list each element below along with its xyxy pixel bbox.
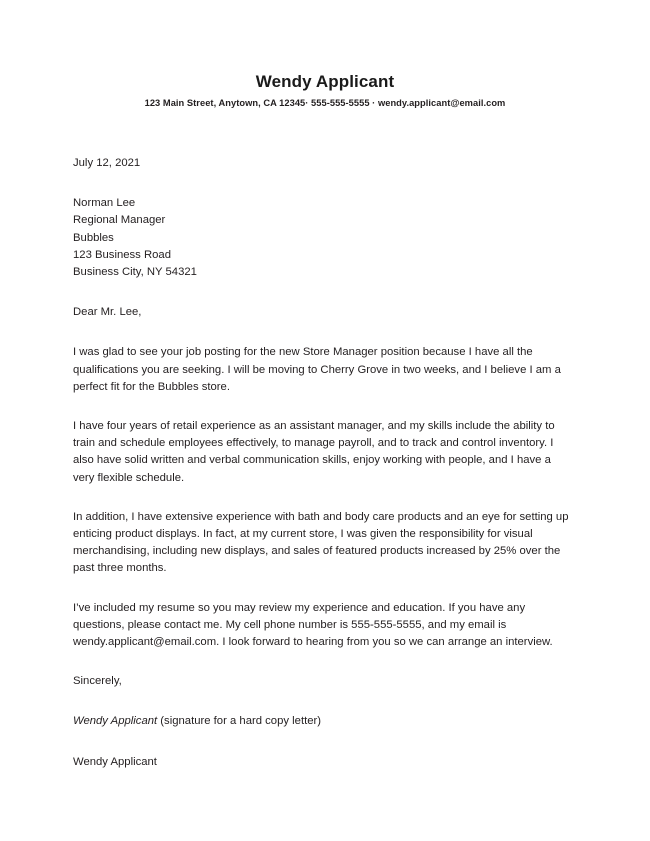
salutation: Dear Mr. Lee, [73,306,142,319]
body-paragraph-2: I have four years of retail experience as an assistant manager, and my skills include the ability to train and schedule employees effectively, to manage payroll, and to track and control inventory. I also have solid written and verbal communication skills, enjoy working with people, and I have a very flexible schedule. [73,420,555,484]
body-paragraph-3: In addition, I have extensive experience with bath and body care products and an eye for setting up enticing product displays. In fact, at my current store, I was given the responsibility for visual merchandising, including new displays, and sales of featured products increased by 25% over the past three months. [73,510,569,575]
signature-line [73,713,575,730]
recipient-street: 123 Business Road [73,248,171,261]
letterhead [0,0,650,109]
recipient-title: Regional Manager [73,214,166,227]
signature-note [157,715,321,727]
recipient-address-block [73,195,575,281]
recipient-company: Bubbles [73,231,114,244]
signature-script: Wendy Applicant [73,715,158,728]
letter-body [0,155,650,771]
sender-name: Wendy Applicant [255,72,395,91]
recipient-name: Norman Lee [73,197,136,210]
typed-signature-name: Wendy Applicant [73,755,157,768]
signature-note-text: (signature for a hard copy letter) [160,715,322,728]
closing-salutation: Sincerely, [73,675,122,688]
letter-date: July 12, 2021 [73,157,141,169]
sender-contact-line: 123 Main Street, Anytown, CA 12345· 555-555-5555 · wendy.applicant@email.com [144,98,506,108]
body-paragraph-4: I’ve included my resume so you may review my experience and education. If you have any questions, please contact me. My cell phone number is 555-555-5555, and my email is wendy.applicant@email.com. I look forward to hearing from you so we can arrange an interview. [73,601,553,649]
body-paragraph-1: I was glad to see your job posting for the new Store Manager position because I have all the qualifications you are seeking. I will be moving to Cherry Grove in two weeks, and I believe I am a perfect fit for the Bubbles store. [73,346,561,393]
recipient-city-state-zip: Business City, NY 54321 [73,266,197,279]
